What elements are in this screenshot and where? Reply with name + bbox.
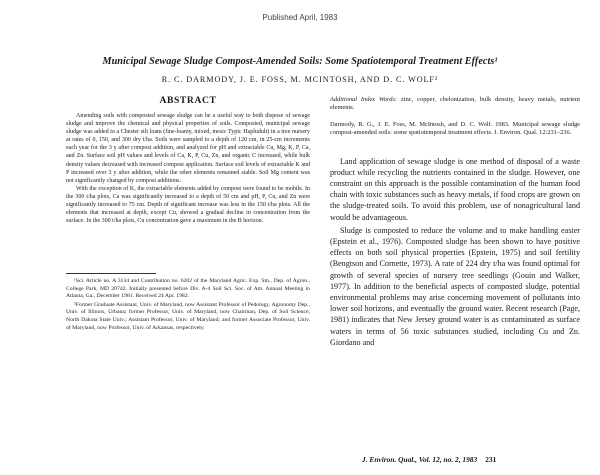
- citation: Darmody, R. G., J. E. Foss, M. McIntosh, and D. C. Wolf. 1983. Municipal sewage sludge compost-amended soils: some spatiotemporal treatment effects. J. Environ. Qual. 12:231–236.: [330, 120, 580, 137]
- page-number: 231: [485, 455, 497, 464]
- index-words: [330, 96, 580, 113]
- abstract-heading: ABSTRACT: [159, 95, 217, 106]
- index-words-text: zinc, copper, chelonization, bulk density, heavy metals, nutrient elements.: [330, 96, 580, 112]
- abstract-paragraph: Amending soils with composted sewage sludge can be a useful way to both dispose of sewage sludge and improve the chemical and physical properties of soils. Composted, municipal sewage sludge was added to a Chester silt loam (fine-loamy, mixed, mesic Typic Hapludult) in a tree nursery at rates of 0, 150, and 300 dry t/ha. Soils were sampled to a depth of 120 cm, in 25-cm increments each year for the 3 y after compost addition, and analyzed for pH and extractable Cu, Mg, K, P, Ca, and Zn. Surface soil pH values and levels of Ca, K, P, Cu, Zn, and organic C increased, while bulk density values decreased with increased compost application. Surface soil levels of extractable K and P increased over 3 y after addition, while the other elements remained stable. Soil Mg content was not significantly changed by compost additions.: [66, 113, 310, 184]
- footnote: ²Former Graduate Assistant, Univ. of Maryland, now Assistant Professor of Pedology, Agronomy Dep., Univ. of Illinois, Urbana; former Professor, Univ. of Maryland, now Chairman, Dep. of Soil Science, North Dakota State Univ.; Assistant Professor, Univ. of Maryland; and former Associate Professor, Univ. of Maryland, now Professor, Univ. of Arkansas, respectively.: [66, 301, 310, 331]
- index-words-label: Additional Index Words:: [330, 96, 398, 103]
- author-list: R. C. DARMODY, J. E. FOSS, M. MCINTOSH, AND D. C. WOLF²: [161, 75, 439, 84]
- intro-paragraph: Land application of sewage sludge is one method of disposal of a waste product while recycling the nutrients contained in the sludge. However, one constraint on this approach is the possible contamination of the human food chain with toxic substances such as heavy metals, if food crops are grown on the sludge-treated soils. To avoid this problem, use of nonagricultural land would be advantageous.: [330, 156, 580, 222]
- footnote: ¹Sci. Article no. A 3134 and Contribution no. 6202 of the Maryland Agric. Exp. Stn., Dep. of Agron., College Park, MD 20742. Initially presented before Div. A-4 Soil Sci. Soc. of Am. Annual Meeting in Atlanta, Ga., December 1981. Received 24 Apr. 1982.: [66, 278, 310, 300]
- footnotes: [66, 278, 310, 333]
- paper-title: Municipal Sewage Sludge Compost-Amended Soils: Some Spatiotemporal Treatment Effects¹: [102, 56, 498, 67]
- footnote-divider: [66, 273, 156, 274]
- left-column: [66, 95, 310, 225]
- intro-paragraph: Sludge is composted to reduce the volume and to make handling easier (Epstein et al., 1976). Composted sludge has been shown to have positive effects on both soil physical properties (Epstein, 1975) and soil fertility (Bengtson and Cornette, 1973). A rate of 224 dry t/ha was found optimal for growth of several species of nursery tree seedlings (Gouin and Walker, 1977). In addition to the beneficial aspects of composted sludge, potential environmental problems may arise concerning movement of pollutants into lower soil horizons, and eventually the ground water. Recent research (Page, 1981) indicates that New Jersey ground water is as contaminated as surface waters in terms of 56 toxic substances studied, including Cu and Zn. Giordano and: [330, 225, 580, 347]
- journal-reference: J. Environ. Qual., Vol. 12, no. 2, 1983: [362, 455, 478, 464]
- abstract-paragraph: With the exception of K, the extractable elements added by compost were found to be mobile. In the 300 t/ha plots, Ca was significantly increased to a depth of 50 cm and pH, P, Cu, and Zn were significantly increased to 75 cm. Depth of significant increase was less in the 150 t/ha plots. All the elements that increased at depth, except Cu, showed a gradual decline in concentration from the surface. In the 300 t/ha plots, Cu concentration gave a maximum in the B horizon.: [66, 185, 310, 225]
- published-date: Published April, 1983: [262, 13, 338, 22]
- right-column: [330, 95, 580, 348]
- page-footer: [362, 455, 496, 464]
